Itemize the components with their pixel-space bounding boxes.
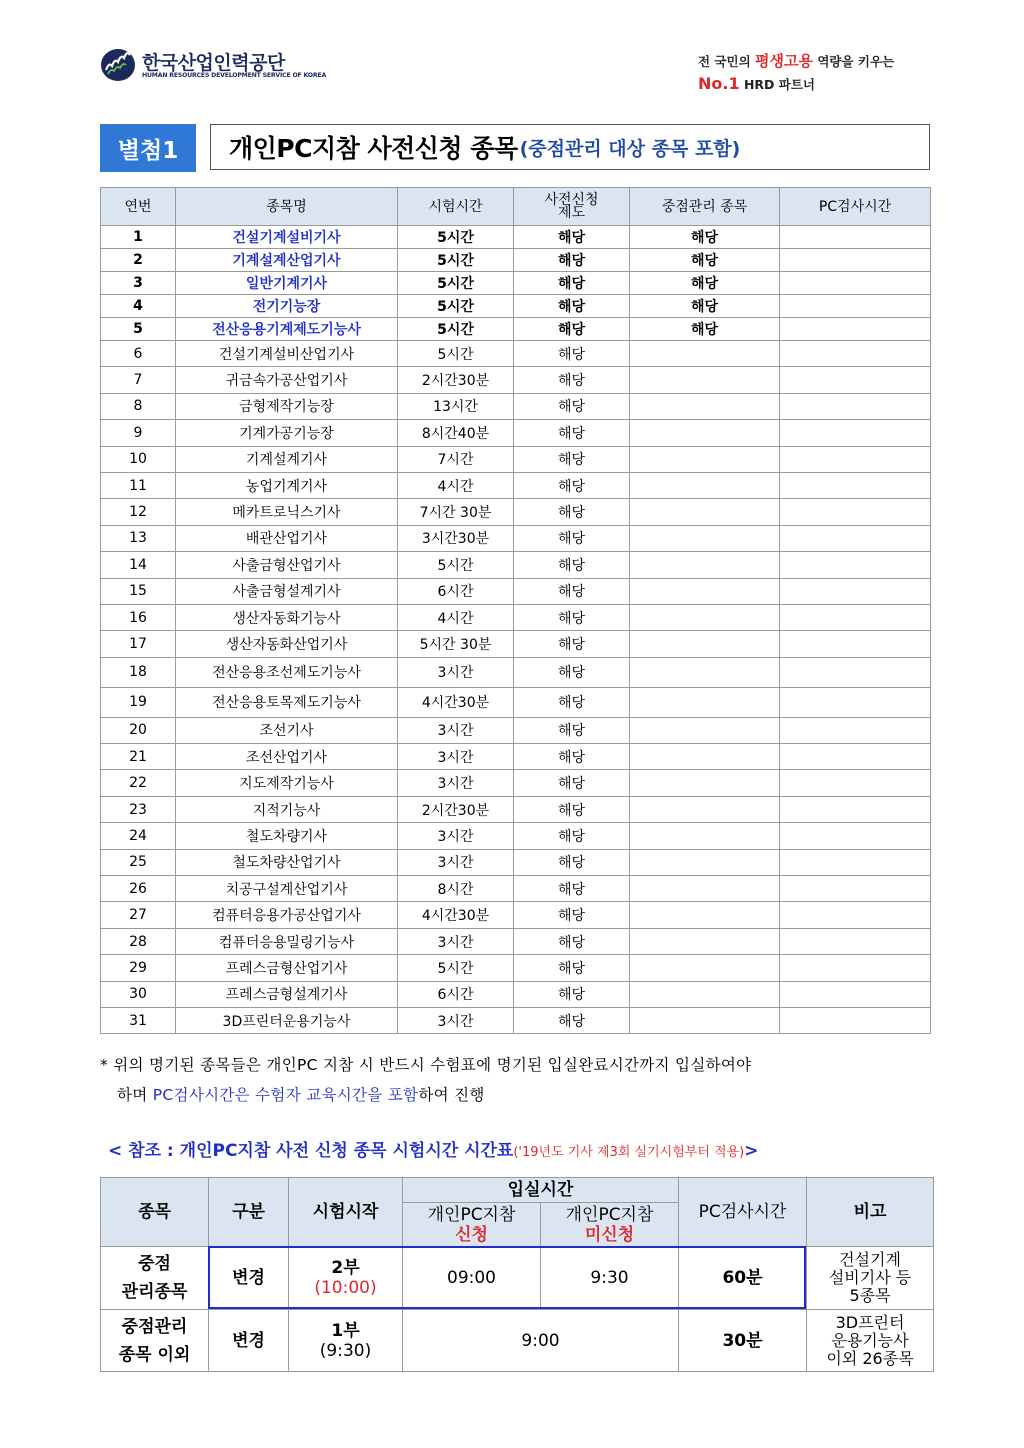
cell-pccheck — [780, 631, 931, 657]
cell-pccheck — [780, 525, 931, 551]
org-name: 한국산업인력공단 — [142, 52, 285, 74]
cell-no: 19 — [101, 687, 176, 717]
cell-preapply: 해당 — [514, 631, 630, 657]
cell-name: 전산응용기계제도기능사 — [176, 318, 398, 341]
org-logo-icon — [100, 48, 136, 82]
items-table-body — [101, 226, 931, 1034]
cell-time: 3시간 — [398, 744, 514, 770]
table-row — [101, 657, 931, 687]
attachment-tag: 별첨1 — [100, 124, 196, 172]
cell-no: 22 — [101, 770, 176, 796]
cell-time: 5시간 30분 — [398, 631, 514, 657]
table-row — [101, 955, 931, 981]
cell-preapply: 해당 — [514, 796, 630, 822]
cell-name: 철도차량기사 — [176, 823, 398, 849]
schedule-row1-entry-applied: 09:00 — [403, 1247, 541, 1310]
cell-pccheck — [780, 272, 931, 295]
cell-focus — [630, 578, 780, 604]
cell-name: 치공구설계산업기사 — [176, 876, 398, 902]
cell-preapply: 해당 — [514, 552, 630, 578]
cell-time: 6시간 — [398, 578, 514, 604]
table-row — [101, 578, 931, 604]
cell-focus — [630, 420, 780, 446]
cell-no: 14 — [101, 552, 176, 578]
page-title-sub: (중점관리 대상 종목 포함) — [519, 137, 741, 160]
cell-pccheck — [780, 295, 931, 318]
col-header-preapply: 사전신청 제도 — [514, 188, 630, 226]
cell-name: 3D프린터운용기능사 — [176, 1007, 398, 1033]
cell-name: 전산응용조선제도기능사 — [176, 657, 398, 687]
cell-name: 배관산업기사 — [176, 525, 398, 551]
cell-time: 8시간40분 — [398, 420, 514, 446]
items-table — [100, 187, 931, 1034]
cell-name: 생산자동화기능사 — [176, 604, 398, 630]
schedule-header-pc-not — [541, 1203, 679, 1247]
cell-no: 23 — [101, 796, 176, 822]
schedule-row1-remark-line3: 5종목 — [849, 1286, 891, 1305]
cell-time: 13시간 — [398, 393, 514, 419]
cell-focus — [630, 849, 780, 875]
schedule-header-pc-not-red: 미신청 — [584, 1224, 635, 1245]
schedule-row2-remark — [807, 1310, 934, 1372]
cell-focus — [630, 981, 780, 1007]
table-row — [101, 876, 931, 902]
cell-time: 5시간 — [398, 272, 514, 295]
cell-focus — [630, 552, 780, 578]
table-row — [101, 744, 931, 770]
cell-time: 5시간 — [398, 226, 514, 249]
cell-preapply: 해당 — [514, 367, 630, 393]
table-row — [101, 472, 931, 498]
cell-no: 16 — [101, 604, 176, 630]
schedule-row2-remark-line2: 운용기능사 — [831, 1330, 909, 1350]
schedule-header-pc-applied — [403, 1203, 541, 1247]
cell-preapply: 해당 — [514, 318, 630, 341]
cell-name: 사출금형산업기사 — [176, 552, 398, 578]
cell-no: 29 — [101, 955, 176, 981]
cell-pccheck — [780, 226, 931, 249]
cell-no: 2 — [101, 249, 176, 272]
cell-preapply: 해당 — [514, 902, 630, 928]
org-name-en: HUMAN RESOURCES DEVELOPMENT SERVICE OF KOREA — [142, 72, 327, 79]
cell-no: 7 — [101, 367, 176, 393]
cell-no: 6 — [101, 341, 176, 367]
schedule-header-remark: 비고 — [807, 1178, 934, 1247]
page-title — [210, 124, 930, 170]
table-row — [101, 849, 931, 875]
cell-preapply: 해당 — [514, 578, 630, 604]
cell-name: 기계설계기사 — [176, 446, 398, 472]
cell-no: 28 — [101, 928, 176, 954]
schedule-header-pccheck: PC검사시간 — [679, 1178, 807, 1247]
col-header-time: 시험시간 — [398, 188, 514, 226]
cell-preapply: 해당 — [514, 717, 630, 743]
cell-preapply: 해당 — [514, 393, 630, 419]
slogan-rest: HRD 파트너 — [743, 77, 815, 92]
notice-line2-pre: 하며 — [117, 1086, 148, 1104]
cell-pccheck — [780, 717, 931, 743]
cell-pccheck — [780, 657, 931, 687]
cell-time: 3시간 — [398, 717, 514, 743]
cell-time: 2시간30분 — [398, 367, 514, 393]
cell-pccheck — [780, 552, 931, 578]
cell-focus: 해당 — [630, 318, 780, 341]
slogan-no1: No.1 — [698, 74, 740, 93]
schedule-row1-item-line1: 중점 — [138, 1254, 171, 1274]
table-row — [101, 420, 931, 446]
schedule-header-pc-applied-label: 개인PC지참 — [427, 1204, 516, 1225]
cell-time: 3시간 — [398, 1007, 514, 1033]
table-row — [101, 318, 931, 341]
cell-name: 프레스금형산업기사 — [176, 955, 398, 981]
cell-pccheck — [780, 1007, 931, 1033]
cell-name: 사출금형설계기사 — [176, 578, 398, 604]
cell-no: 21 — [101, 744, 176, 770]
cell-pccheck — [780, 578, 931, 604]
table-row — [101, 981, 931, 1007]
cell-pccheck — [780, 902, 931, 928]
schedule-row1-pccheck: 60분 — [679, 1247, 807, 1310]
cell-focus: 해당 — [630, 249, 780, 272]
cell-time: 5시간 — [398, 955, 514, 981]
schedule-header-type: 구분 — [209, 1178, 289, 1247]
cell-name: 지적기능사 — [176, 796, 398, 822]
cell-focus — [630, 657, 780, 687]
schedule-row1-item — [101, 1247, 209, 1310]
table-row — [101, 446, 931, 472]
org-logo — [100, 48, 327, 82]
cell-name: 일반기계기사 — [176, 272, 398, 295]
cell-time: 3시간30분 — [398, 525, 514, 551]
cell-focus: 해당 — [630, 295, 780, 318]
cell-name: 철도차량산업기사 — [176, 849, 398, 875]
cell-pccheck — [780, 796, 931, 822]
schedule-row1-remark — [807, 1247, 934, 1310]
cell-no: 10 — [101, 446, 176, 472]
cell-focus — [630, 928, 780, 954]
cell-no: 1 — [101, 226, 176, 249]
cell-focus — [630, 472, 780, 498]
cell-focus — [630, 341, 780, 367]
table-row — [101, 631, 931, 657]
col-header-focus: 중점관리 종목 — [630, 188, 780, 226]
cell-name: 조선산업기사 — [176, 744, 398, 770]
cell-no: 9 — [101, 420, 176, 446]
slogan-highlight: 평생고용 — [755, 52, 813, 70]
cell-no: 27 — [101, 902, 176, 928]
cell-name: 컴퓨터응용가공산업기사 — [176, 902, 398, 928]
cell-name: 귀금속가공산업기사 — [176, 367, 398, 393]
cell-preapply: 해당 — [514, 928, 630, 954]
cell-pccheck — [780, 472, 931, 498]
cell-pccheck — [780, 499, 931, 525]
schedule-row2-type: 변경 — [209, 1310, 289, 1372]
cell-time: 3시간 — [398, 928, 514, 954]
cell-time: 6시간 — [398, 981, 514, 1007]
schedule-row-other — [101, 1310, 934, 1372]
cell-no: 13 — [101, 525, 176, 551]
page-title-main: 개인PC지참 사전신청 종목 — [229, 134, 518, 163]
cell-no: 3 — [101, 272, 176, 295]
table-row — [101, 249, 931, 272]
cell-focus — [630, 604, 780, 630]
cell-time: 7시간 — [398, 446, 514, 472]
table-row — [101, 604, 931, 630]
cell-preapply: 해당 — [514, 472, 630, 498]
cell-no: 25 — [101, 849, 176, 875]
cell-preapply: 해당 — [514, 499, 630, 525]
cell-focus — [630, 744, 780, 770]
cell-focus — [630, 367, 780, 393]
cell-pccheck — [780, 393, 931, 419]
cell-pccheck — [780, 928, 931, 954]
cell-preapply: 해당 — [514, 849, 630, 875]
cell-focus — [630, 902, 780, 928]
cell-preapply: 해당 — [514, 823, 630, 849]
schedule-header-pc-not-label: 개인PC지참 — [565, 1204, 654, 1225]
cell-preapply: 해당 — [514, 420, 630, 446]
cell-name: 컴퓨터응용밀링기능사 — [176, 928, 398, 954]
schedule-row2-item — [101, 1310, 209, 1372]
cell-preapply: 해당 — [514, 770, 630, 796]
cell-name: 조선기사 — [176, 717, 398, 743]
cell-no: 5 — [101, 318, 176, 341]
reference-title-main: < 참조 : 개인PC지참 사전 신청 종목 시험시간 시간표 — [108, 1141, 514, 1161]
cell-pccheck — [780, 446, 931, 472]
cell-no: 26 — [101, 876, 176, 902]
schedule-row1-remark-line1: 건설기계 — [839, 1250, 901, 1269]
cell-name: 건설기계설비기사 — [176, 226, 398, 249]
cell-pccheck — [780, 744, 931, 770]
cell-preapply: 해당 — [514, 226, 630, 249]
cell-preapply: 해당 — [514, 295, 630, 318]
table-row — [101, 687, 931, 717]
cell-focus — [630, 446, 780, 472]
cell-preapply: 해당 — [514, 249, 630, 272]
cell-name: 프레스금형설계기사 — [176, 981, 398, 1007]
cell-name: 건설기계설비산업기사 — [176, 341, 398, 367]
cell-preapply: 해당 — [514, 744, 630, 770]
cell-pccheck — [780, 823, 931, 849]
cell-no: 31 — [101, 1007, 176, 1033]
cell-focus — [630, 687, 780, 717]
schedule-header-entry: 입실시간 — [403, 1178, 679, 1203]
notice — [100, 1050, 930, 1110]
cell-no: 15 — [101, 578, 176, 604]
table-row — [101, 902, 931, 928]
cell-time: 3시간 — [398, 770, 514, 796]
schedule-row2-start-time: (9:30) — [319, 1340, 372, 1361]
schedule-row2-remark-line3: 이외 26종목 — [826, 1348, 914, 1368]
cell-preapply: 해당 — [514, 604, 630, 630]
slogan-post: 역량을 키우는 — [817, 54, 895, 69]
schedule-header-start: 시험시작 — [289, 1178, 403, 1247]
schedule-row2-start-part: 1부 — [331, 1320, 360, 1341]
cell-name: 생산자동화산업기사 — [176, 631, 398, 657]
table-row — [101, 367, 931, 393]
table-row — [101, 928, 931, 954]
table-row — [101, 525, 931, 551]
reference-title-red: ('19년도 기사 제3회 실기시험부터 적용) — [513, 1145, 745, 1160]
cell-time: 5시간 — [398, 318, 514, 341]
cell-preapply: 해당 — [514, 341, 630, 367]
cell-no: 20 — [101, 717, 176, 743]
col-header-name: 종목명 — [176, 188, 398, 226]
cell-name: 농업기계기사 — [176, 472, 398, 498]
focus-row-highlight — [208, 1246, 806, 1309]
cell-time: 2시간30분 — [398, 796, 514, 822]
cell-pccheck — [780, 341, 931, 367]
cell-time: 5시간 — [398, 249, 514, 272]
cell-no: 11 — [101, 472, 176, 498]
cell-time: 3시간 — [398, 849, 514, 875]
cell-focus — [630, 393, 780, 419]
cell-focus — [630, 876, 780, 902]
table-row — [101, 1007, 931, 1033]
cell-preapply: 해당 — [514, 657, 630, 687]
cell-time: 5시간 — [398, 341, 514, 367]
schedule-row1-remark-line2: 설비기사 등 — [828, 1268, 912, 1287]
cell-time: 3시간 — [398, 657, 514, 687]
schedule-row1-start-part: 2부 — [331, 1258, 360, 1278]
cell-time: 4시간 — [398, 472, 514, 498]
schedule-row2-pccheck: 30분 — [679, 1310, 807, 1372]
cell-time: 7시간 30분 — [398, 499, 514, 525]
schedule-row1-entry-not: 9:30 — [541, 1247, 679, 1310]
notice-line2 — [100, 1080, 930, 1110]
cell-focus: 해당 — [630, 272, 780, 295]
cell-pccheck — [780, 876, 931, 902]
schedule-header-row1 — [101, 1178, 934, 1203]
cell-pccheck — [780, 420, 931, 446]
table-row — [101, 226, 931, 249]
col-header-no: 연번 — [101, 188, 176, 226]
cell-focus: 해당 — [630, 226, 780, 249]
slogan-pre: 전 국민의 — [698, 54, 751, 69]
cell-name: 지도제작기능사 — [176, 770, 398, 796]
cell-pccheck — [780, 849, 931, 875]
cell-no: 4 — [101, 295, 176, 318]
cell-time: 5시간 — [398, 295, 514, 318]
cell-preapply: 해당 — [514, 981, 630, 1007]
cell-no: 12 — [101, 499, 176, 525]
cell-focus — [630, 770, 780, 796]
cell-focus — [630, 796, 780, 822]
cell-pccheck — [780, 955, 931, 981]
col-header-pccheck: PC검사시간 — [780, 188, 931, 226]
cell-name: 메카트로닉스기사 — [176, 499, 398, 525]
cell-no: 8 — [101, 393, 176, 419]
schedule-header-item: 종목 — [101, 1178, 209, 1247]
cell-focus — [630, 525, 780, 551]
table-row — [101, 770, 931, 796]
reference-title-end: > — [744, 1141, 759, 1161]
schedule-row1-start-time: (10:00) — [314, 1278, 377, 1298]
table-row — [101, 717, 931, 743]
cell-pccheck — [780, 367, 931, 393]
reference-title — [108, 1136, 938, 1161]
cell-preapply: 해당 — [514, 525, 630, 551]
cell-time: 4시간30분 — [398, 902, 514, 928]
schedule-row1-item-line2: 관리종목 — [121, 1282, 188, 1302]
schedule-row2-start — [289, 1310, 403, 1372]
cell-preapply: 해당 — [514, 446, 630, 472]
notice-line2-post: 하여 진행 — [418, 1086, 485, 1104]
cell-no: 30 — [101, 981, 176, 1007]
schedule-row2-item-line2: 종목 이외 — [118, 1344, 191, 1365]
cell-pccheck — [780, 604, 931, 630]
cell-time: 4시간 — [398, 604, 514, 630]
cell-pccheck — [780, 687, 931, 717]
slogan — [698, 50, 928, 93]
table-row — [101, 393, 931, 419]
schedule-row1-type: 변경 — [209, 1247, 289, 1310]
cell-name: 기계설계산업기사 — [176, 249, 398, 272]
table-header-row — [101, 188, 931, 226]
cell-focus — [630, 1007, 780, 1033]
cell-time: 8시간 — [398, 876, 514, 902]
cell-focus — [630, 631, 780, 657]
cell-focus — [630, 955, 780, 981]
cell-pccheck — [780, 981, 931, 1007]
cell-time: 5시간 — [398, 552, 514, 578]
table-row — [101, 272, 931, 295]
cell-preapply: 해당 — [514, 955, 630, 981]
table-row — [101, 295, 931, 318]
cell-no: 17 — [101, 631, 176, 657]
table-row — [101, 552, 931, 578]
notice-line2-blue: PC검사시간은 수험자 교육시간을 포함 — [152, 1086, 419, 1104]
schedule-row2-remark-line1: 3D프린터 — [835, 1312, 905, 1332]
cell-name: 기계가공기능장 — [176, 420, 398, 446]
cell-name: 전기기능장 — [176, 295, 398, 318]
schedule-row2-entry: 9:00 — [403, 1310, 679, 1372]
cell-preapply: 해당 — [514, 1007, 630, 1033]
table-row — [101, 796, 931, 822]
notice-line1: * 위의 명기된 종목들은 개인PC 지참 시 반드시 수험표에 명기된 입실완료시간까지 입실하여야 — [100, 1056, 752, 1074]
cell-pccheck — [780, 318, 931, 341]
cell-no: 18 — [101, 657, 176, 687]
schedule-header-pc-applied-red: 신청 — [455, 1224, 488, 1245]
schedule-row2-item-line1: 중점관리 — [121, 1316, 188, 1337]
cell-time: 4시간30분 — [398, 687, 514, 717]
cell-pccheck — [780, 249, 931, 272]
cell-preapply: 해당 — [514, 687, 630, 717]
cell-focus — [630, 823, 780, 849]
cell-preapply: 해당 — [514, 272, 630, 295]
cell-preapply: 해당 — [514, 876, 630, 902]
cell-focus — [630, 499, 780, 525]
table-row — [101, 499, 931, 525]
cell-no: 24 — [101, 823, 176, 849]
cell-pccheck — [780, 770, 931, 796]
cell-time: 3시간 — [398, 823, 514, 849]
table-row — [101, 823, 931, 849]
cell-focus — [630, 717, 780, 743]
cell-name: 전산응용토목제도기능사 — [176, 687, 398, 717]
table-row — [101, 341, 931, 367]
cell-name: 금형제작기능장 — [176, 393, 398, 419]
